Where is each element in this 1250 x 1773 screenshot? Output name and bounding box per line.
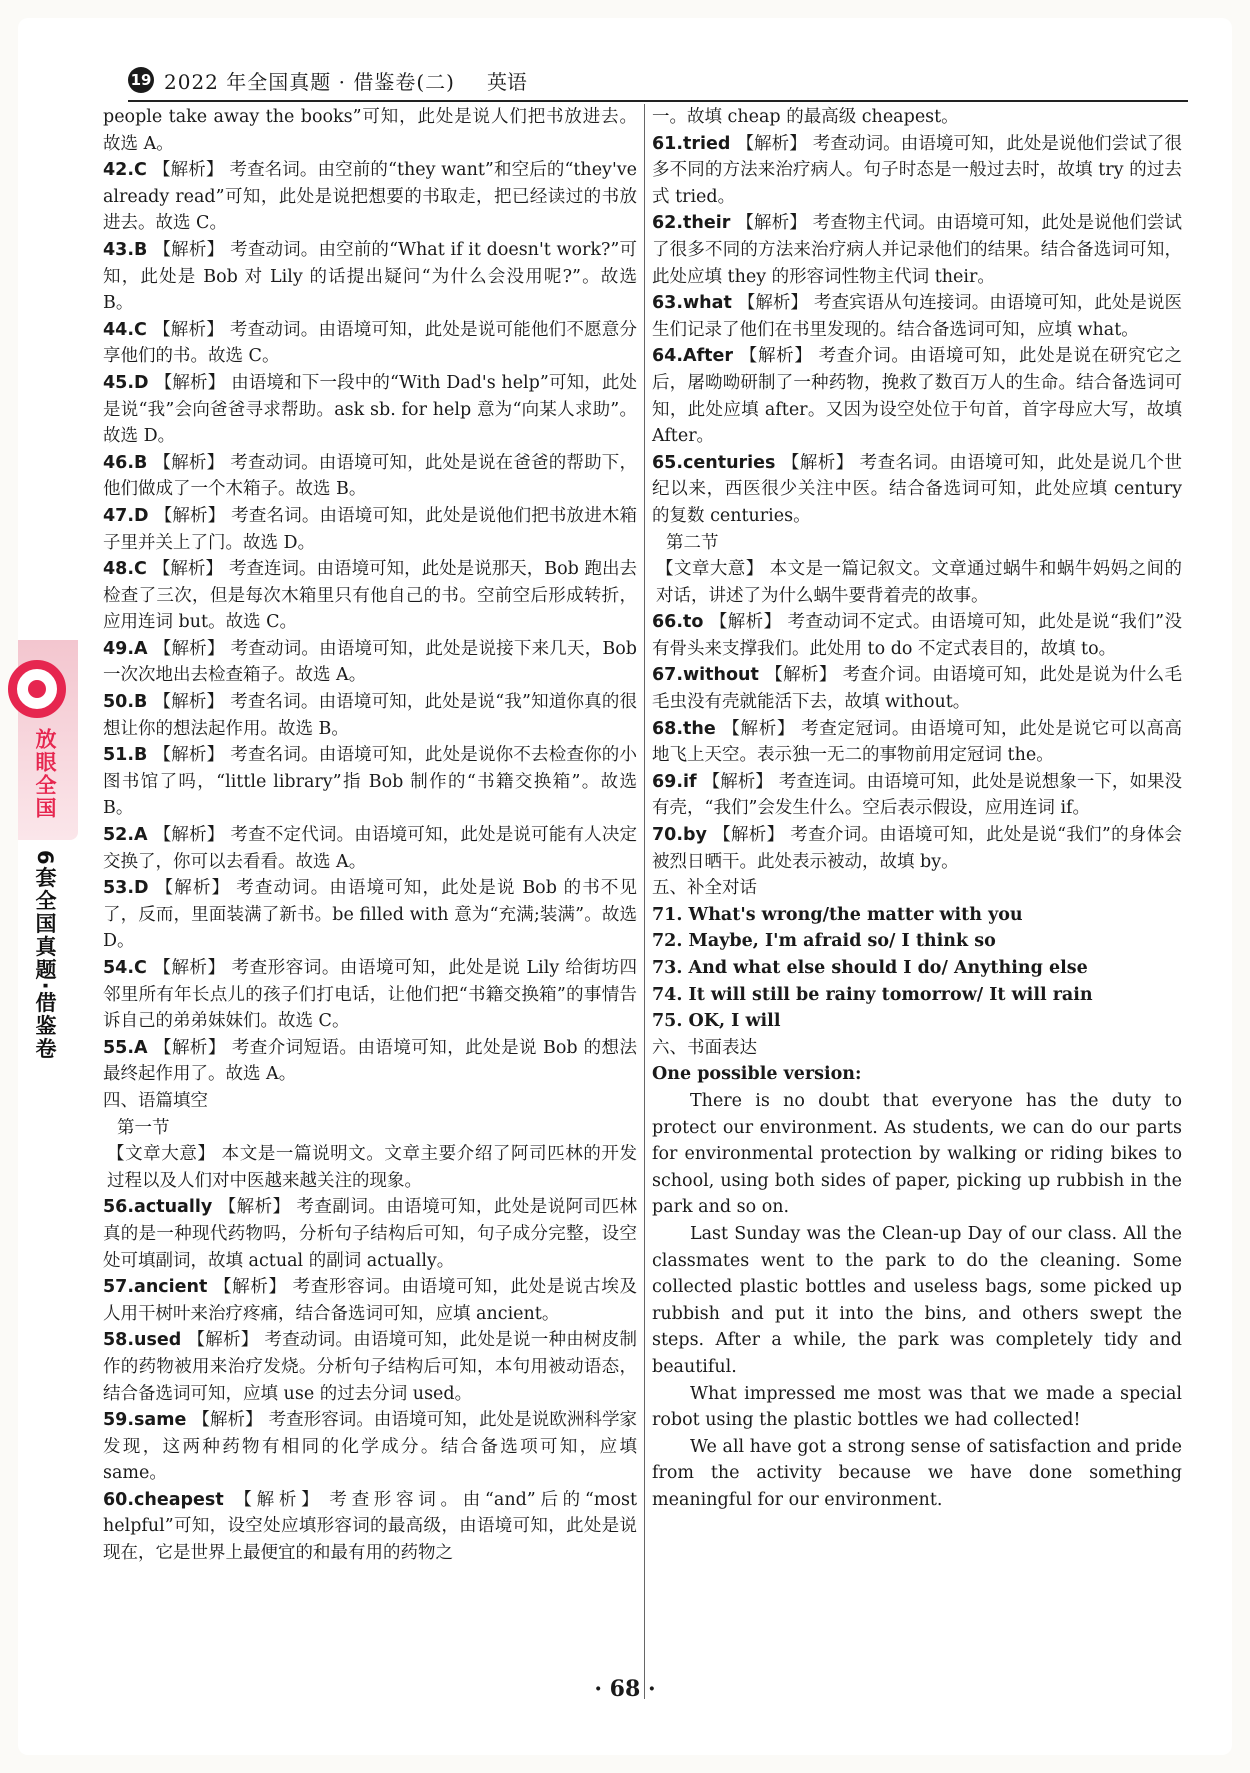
section-heading: 五、补全对话: [652, 878, 757, 899]
item-explanation: 考查动词。由语境可知，此处是说他们尝试了很多不同的方法来治疗病人。句子时态是一般过去时，故填 try 的过去式 tried。: [652, 133, 1183, 207]
item-number: 65.: [652, 452, 684, 473]
item-explanation: 考查介词。由语境可知，此处是说“我们”的身体会被烈日晒干。此处表示被动，故填 by。: [652, 825, 1182, 872]
header-subject: 英语: [486, 69, 527, 94]
item-number: 59.: [103, 1410, 135, 1431]
column-divider: [644, 104, 645, 1699]
item-explanation: 考查名词。由语境可知，此处是说“我”知道你真的很想让你的想法起作用。故选 B。: [103, 692, 637, 739]
answer-item: [103, 1487, 637, 1567]
item-explanation: 考查形容词。由语境可知，此处是说 Lily 给街坊四邻里所有年长点儿的孩子们打电话，让他们把“书籍交换箱”的事情告诉自己的弟弟妹妹们。故选 C。: [103, 958, 638, 1032]
item-answer: what: [683, 293, 732, 314]
dialog-answer: [652, 928, 1182, 955]
item-number: 64.: [652, 346, 684, 367]
item-tag: 【解析】: [229, 1489, 324, 1510]
item-number: 56.: [103, 1197, 135, 1218]
answer-item: [652, 662, 1182, 715]
item-number: 57.: [103, 1277, 135, 1298]
essay-label: One possible version:: [652, 1064, 862, 1085]
answer-item: [103, 955, 637, 1035]
item-tag: 【解析】: [192, 1410, 263, 1431]
item-number: 70.: [652, 825, 684, 846]
item-tag: 【解析】: [153, 745, 225, 766]
item-answer: ancient: [134, 1277, 208, 1298]
dialog-answers: [652, 902, 1182, 1035]
item-tag: 【解析】: [721, 718, 796, 739]
answer-list-a: [103, 157, 637, 1088]
item-tag: 【解析】: [152, 319, 224, 340]
item-number: 55.: [103, 1037, 135, 1058]
item-answer: tried: [683, 133, 731, 154]
item-explanation: 考查不定代词。由语境可知，此处是说可能有人决定交换了，你可以去看看。故选 A。: [103, 825, 638, 872]
item-answer: After: [683, 346, 734, 367]
item-number: 66.: [652, 612, 684, 633]
section-heading: 四、语篇填空: [103, 1090, 208, 1111]
item-answer: D: [134, 505, 149, 526]
item-explanation: 考查动词。由语境可知，此处是说接下来几天，Bob 一次次地出去检查箱子。故选 A。: [103, 638, 637, 686]
answer-item: [103, 157, 637, 237]
item-answer: actually: [134, 1197, 213, 1218]
item-number: 42.: [103, 160, 135, 181]
answer-item: [103, 875, 637, 955]
item-explanation: 考查名词。由语境可知，此处是说几个世纪以来，西医很少关注中医。结合备选词可知，此处应填 century 的复数 centuries。: [652, 452, 1183, 526]
item-number: 53.: [103, 878, 135, 899]
dialog-answer-text: What's wrong/the matter with you: [688, 904, 1023, 925]
item-answer: if: [683, 771, 697, 792]
item-number: 63.: [652, 293, 684, 314]
article-summary: 【文章大意】 本文是一篇记叙文。文章通过蜗牛和蜗牛妈妈之间的对话，讲述了为什么蜗牛要背着壳的故事。: [656, 559, 1182, 606]
dialog-answer: [652, 955, 1182, 982]
item-number: 48.: [103, 559, 135, 580]
item-answer: C: [134, 958, 147, 978]
answer-item: [103, 237, 637, 317]
answer-item: [103, 1035, 637, 1088]
item-tag: 【解析】: [153, 825, 225, 846]
answer-item: [652, 210, 1182, 290]
item-answer: cheapest: [134, 1489, 224, 1510]
continuation-text: 一。故填 cheap 的最高级 cheapest。: [652, 107, 959, 127]
answer-item: [103, 370, 637, 450]
item-explanation: 考查介词短语。由语境可知，此处是说 Bob 的想法最终起作用了。故选 A。: [103, 1037, 638, 1085]
answer-item: [652, 822, 1182, 875]
answer-item: [103, 822, 637, 875]
right-column: [652, 104, 1182, 1513]
target-logo-icon: [8, 660, 66, 718]
item-explanation: 考查形容词。由语境可知，此处是说古埃及人用干树叶来治疗疼痛，结合备选词可知，应填 ancient。: [103, 1277, 638, 1324]
page-header: [128, 60, 1188, 102]
answer-item: [103, 503, 637, 556]
item-explanation: 考查定冠词。由语境可知，此处是说它可以高高地飞上天空。表示独一无二的事物前用定冠词 the。: [652, 718, 1183, 766]
item-answer: same: [134, 1410, 187, 1431]
item-explanation: 考查名词。由空前的“they want”和空后的“they've already read”可知，此处是说把想要的书取走，把已经读过的书放进去。故选 C。: [103, 160, 637, 234]
item-explanation: 考查形容词。由语境可知，此处是说欧洲科学家发现，这两种药物有相同的化学成分。结合备选项可知，应填 same。: [103, 1410, 638, 1484]
answer-item: [103, 556, 637, 636]
section-heading: 六、书面表达: [652, 1037, 757, 1058]
essay-paragraph: What impressed me most was that we made a special robot using the plastic bottles we had collected!: [652, 1383, 1182, 1431]
item-answer: D: [134, 878, 149, 899]
item-number: 74.: [652, 984, 683, 1005]
item-explanation: 考查名词。由语境可知，此处是说他们把书放进木箱子里并关上了门。故选 D。: [103, 505, 638, 553]
item-answer: C: [134, 160, 147, 181]
item-number: 54.: [103, 958, 135, 978]
answer-item: [103, 450, 637, 503]
item-number: 73.: [652, 958, 683, 978]
side-tab-label-top: 放眼全国: [33, 728, 57, 820]
item-answer: B: [134, 452, 148, 473]
continuation-text: people take away the books”可知，此处是说人们把书放进去。故选 A。: [103, 107, 637, 154]
item-tag: 【解析】: [213, 1277, 287, 1298]
item-explanation: 考查介词。由语境可知，此处是说在研究它之后，屠呦呦研制了一种药物，挽救了数百万人的生命。结合备选词可知，此处应填 after。又因为设空处位于句首，首字母应大写，故填 After。: [652, 346, 1183, 447]
item-explanation: 考查动词。由语境可知，此处是说可能他们不愿意分享他们的书。故选 C。: [103, 319, 638, 367]
item-number: 46.: [103, 452, 135, 473]
item-tag: 【解析】: [764, 665, 837, 686]
item-number: 45.: [103, 372, 135, 393]
left-column: [103, 104, 637, 1567]
answer-list-c: [652, 131, 1182, 530]
item-explanation: 考查连词。由语境可知，此处是说想象一下，如果没有壳，“我们”会发生什么。空后表示假设，应用连词 if。: [652, 771, 1183, 819]
item-tag: 【解析】: [739, 346, 813, 367]
item-number: 67.: [652, 665, 684, 686]
subsection-heading: 第二节: [666, 532, 719, 553]
item-answer: their: [683, 213, 731, 234]
answer-item: [103, 742, 637, 822]
item-answer: C: [134, 559, 147, 580]
item-answer: D: [134, 372, 149, 393]
item-number: 51.: [103, 745, 135, 766]
dialog-answer: [652, 982, 1182, 1009]
item-number: 68.: [652, 718, 684, 739]
answer-item: [652, 769, 1182, 822]
article-summary: 【文章大意】 本文是一篇说明文。文章主要介绍了阿司匹林的开发过程以及人们对中医越来越关注的现象。: [107, 1144, 637, 1191]
item-tag: 【解析】: [712, 825, 785, 846]
essay-paragraph: We all have got a strong sense of satisfaction and pride from the activity because we have done something meaningful for our environment.: [652, 1436, 1182, 1510]
answer-list-b: [103, 1194, 637, 1566]
sample-essay: [652, 1061, 1182, 1513]
item-tag: 【解析】: [154, 505, 226, 526]
item-tag: 【解析】: [154, 878, 231, 899]
item-explanation: 考查动词。由语境可知，此处是说 Bob 的书不见了，反而，里面装满了新书。be filled with 意为“充满;装满”。故选 D。: [103, 878, 638, 952]
item-answer: B: [134, 239, 148, 260]
item-tag: 【解析】: [153, 1037, 226, 1058]
item-number: 43.: [103, 239, 135, 260]
answer-item: [652, 609, 1182, 662]
essay-paragraph: Last Sunday was the Clean-up Day of our class. All the classmates went to the park to do the cleaning. Some collected plastic bottles and useless bags, some picked up rubbish and put it into the bins, and others swept the steps. After a while, the park was completely tidy and beautiful.: [652, 1223, 1182, 1377]
item-number: 61.: [652, 133, 684, 154]
side-tab-label-bottom: 6套全国真题·借鉴卷: [33, 850, 57, 1061]
item-tag: 【解析】: [736, 213, 807, 234]
item-number: 69.: [652, 771, 684, 792]
item-answer: the: [683, 718, 716, 739]
item-tag: 【解析】: [709, 612, 782, 633]
answer-item: [652, 450, 1182, 530]
item-tag: 【解析】: [187, 1330, 259, 1351]
paper-number-badge: 19: [128, 67, 154, 93]
item-explanation: 考查动词不定式。由语境可知，此处是说“我们”没有骨头来支撑我们。此处用 to do 不定式表目的，故填 to。: [652, 612, 1182, 659]
item-number: 60.: [103, 1489, 135, 1510]
answer-item: [103, 636, 637, 689]
item-tag: 【解析】: [153, 452, 225, 473]
dialog-answer: [652, 1008, 1182, 1035]
item-explanation: 考查动词。由语境可知，此处是说在爸爸的帮助下，他们做成了一个木箱子。故选 B。: [103, 452, 637, 500]
page-number: · 68 ·: [594, 1676, 656, 1702]
item-explanation: 考查宾语从句连接词。由语境可知，此处是说医生们记录了他们在书里发现的。结合备选词可知，应填 what。: [652, 293, 1183, 340]
item-tag: 【解析】: [781, 452, 854, 473]
item-tag: 【解析】: [154, 372, 226, 393]
item-answer: C: [134, 319, 147, 340]
dialog-answer-text: It will still be rainy tomorrow/ It will rain: [688, 984, 1093, 1005]
item-explanation: 考查副词。由语境可知，此处是说阿司匹林真的是一种现代药物吗，分析句子结构后可知，句子成分完整，设空处可填副词，故填 actual 的副词 actually。: [103, 1197, 638, 1271]
item-explanation: 考查动词。由语境可知，此处是说一种由树皮制作的药物被用来治疗发烧。分析句子结构后可知，本句用被动语态，结合备选词可知，应填 use 的过去分词 used。: [103, 1330, 638, 1404]
item-tag: 【解析】: [736, 133, 807, 154]
answer-item: [103, 1327, 637, 1407]
item-number: 52.: [103, 825, 135, 846]
item-tag: 【解析】: [218, 1197, 291, 1218]
item-answer: used: [134, 1330, 182, 1351]
item-answer: centuries: [683, 452, 776, 473]
item-explanation: 考查名词。由语境可知，此处是说你不去检查你的小图书馆了吗，“little library”指 Bob 制作的“书籍交换箱”。故选 B。: [103, 745, 637, 819]
item-explanation: 考查动词。由空前的“What if it doesn't work?”可知，此处是 Bob 对 Lily 的话提出疑问“为什么会没用呢?”。故选 B。: [103, 239, 637, 314]
item-number: 50.: [103, 692, 135, 713]
item-explanation: 由语境和下一段中的“With Dad's help”可知，此处是说“我”会向爸爸寻求帮助。ask sb. for help 意为“向某人求助”。故选 D。: [103, 372, 638, 447]
answer-item: [652, 343, 1182, 449]
item-number: 47.: [103, 505, 135, 526]
item-tag: 【解析】: [702, 771, 773, 792]
item-answer: A: [134, 1037, 148, 1058]
item-number: 72.: [652, 931, 683, 952]
answer-item: [103, 689, 637, 742]
item-answer: B: [134, 745, 148, 766]
subsection-heading: 第一节: [117, 1117, 170, 1138]
dialog-answer-text: Maybe, I'm afraid so/ I think so: [688, 931, 996, 952]
dialog-answer-text: And what else should I do/ Anything else: [688, 958, 1088, 978]
essay-paragraph: There is no doubt that everyone has the duty to protect our environment. As students, we can do our parts for environmental protection by walking or riding bikes to school, using both sides of paper, picking up rubbish in the park and so on.: [652, 1090, 1182, 1218]
item-number: 62.: [652, 213, 684, 234]
item-explanation: 考查物主代词。由语境可知，此处是说他们尝试了很多不同的方法来治疗病人并记录他们的结果。结合备选词可知，此处应填 they 的形容词性物主代词 their。: [652, 213, 1183, 287]
item-answer: by: [683, 825, 707, 846]
item-answer: A: [134, 825, 148, 846]
answer-item: [103, 317, 637, 370]
answer-item: [103, 1274, 637, 1327]
item-tag: 【解析】: [153, 692, 225, 713]
item-explanation: 考查介词。由语境可知，此处是说为什么毛毛虫没有壳就能活下去，故填 without。: [652, 665, 1183, 713]
dialog-answer: [652, 902, 1182, 929]
answer-item: [652, 131, 1182, 211]
answer-list-d: [652, 609, 1182, 875]
item-tag: 【解析】: [152, 160, 224, 181]
item-answer: without: [683, 665, 759, 686]
answer-item: [103, 1194, 637, 1274]
item-answer: A: [134, 638, 148, 659]
item-tag: 【解析】: [152, 559, 223, 580]
item-number: 58.: [103, 1330, 135, 1351]
item-number: 49.: [103, 638, 135, 659]
dialog-answer-text: OK, I will: [688, 1011, 781, 1032]
item-number: 75.: [652, 1011, 683, 1032]
item-answer: to: [683, 612, 704, 633]
answer-item: [103, 1407, 637, 1487]
item-answer: B: [134, 692, 148, 713]
item-explanation: 考查形容词。由“and”后的“most helpful”可知，设空处应填形容词的最高级，由语境可知，此处是说现在，它是世界上最便宜的和最有用的药物之: [103, 1489, 638, 1564]
answer-item: [652, 716, 1182, 769]
item-number: 71.: [652, 904, 683, 925]
answer-item: [652, 290, 1182, 343]
item-number: 44.: [103, 319, 135, 340]
item-tag: 【解析】: [153, 638, 225, 659]
item-tag: 【解析】: [153, 239, 225, 260]
item-tag: 【解析】: [152, 958, 226, 978]
header-title: 2022 年全国真题 · 借鉴卷(二): [164, 69, 455, 94]
item-tag: 【解析】: [737, 293, 808, 314]
item-explanation: 考查连词。由语境可知，此处是说那天，Bob 跑出去检查了三次，但是每次木箱里只有他自己的书。空前空后形成转折，应用连词 but。故选 C。: [103, 559, 637, 633]
